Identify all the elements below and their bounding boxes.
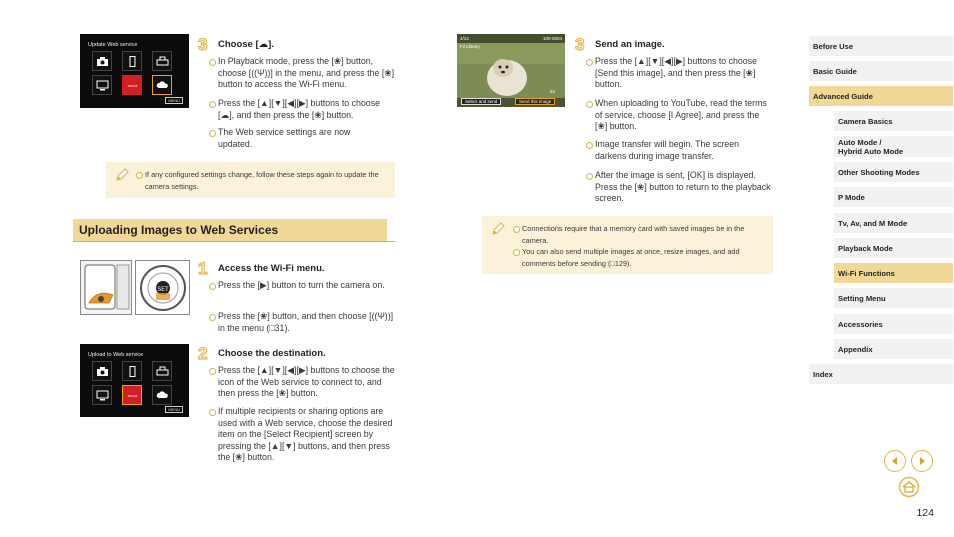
instruction-text: In Playback mode, press the [❀] button, choose [((Ψ))] in the menu, and press the [❀] button to access the Wi-Fi menu. bbox=[218, 56, 398, 91]
instruction-text: Press the [▶] button to turn the camera on. bbox=[218, 280, 398, 292]
note-text: You can also send multiple images at once, resize images, and add comments before sending (□129). bbox=[522, 246, 767, 269]
cloud-icon bbox=[152, 385, 172, 405]
sidebar-item-basic-guide[interactable]: Basic Guide bbox=[809, 61, 953, 81]
step-title: Access the Wi-Fi menu. bbox=[218, 263, 325, 274]
sidebar-item-playback-mode[interactable]: Playback Mode bbox=[834, 238, 953, 258]
camera-screen-upload bbox=[80, 344, 189, 417]
sidebar-item-auto-mode[interactable]: Auto Mode / Hybrid Auto Mode bbox=[834, 136, 953, 157]
image-size: S2 bbox=[549, 89, 555, 94]
instruction-text: The Web service settings are now updated. bbox=[218, 127, 378, 150]
note-box bbox=[106, 162, 395, 198]
section-heading bbox=[73, 219, 395, 241]
note-text: Connections require that a memory card with saved images be in the camera. bbox=[522, 223, 767, 246]
step-number: 3 bbox=[198, 35, 208, 54]
camera-icon bbox=[92, 51, 112, 71]
instruction-text: When uploading to YouTube, read the terms of service, choose [I Agree], and press the [❀] button. bbox=[595, 98, 770, 133]
step-title: Send an image. bbox=[595, 39, 665, 50]
step-number: 1 bbox=[198, 259, 208, 278]
step-title: Choose the destination. bbox=[218, 348, 326, 359]
step-title: Choose [☁]. bbox=[218, 39, 274, 50]
sidebar-item-accessories[interactable]: Accessories bbox=[834, 314, 953, 334]
menu-badge: MENU bbox=[165, 406, 183, 413]
instruction-text: After the image is sent, [OK] is displayed. Press the [❀] button to return to the playback screen. bbox=[595, 170, 775, 205]
camera-icon bbox=[92, 361, 112, 381]
select-and-send-button[interactable]: Select and send bbox=[461, 98, 501, 105]
home-button[interactable] bbox=[898, 476, 920, 498]
svg-text:IMAGE: IMAGE bbox=[127, 393, 137, 398]
sidebar-item-before-use[interactable]: Before Use bbox=[809, 36, 953, 56]
printer-icon bbox=[152, 361, 172, 381]
computer-icon bbox=[92, 75, 112, 95]
album-label: Fil Library bbox=[460, 44, 480, 49]
cloud-icon[interactable] bbox=[152, 75, 172, 95]
sidebar-item-advanced-guide[interactable]: Advanced Guide bbox=[809, 86, 953, 106]
playback-photo-screen bbox=[457, 34, 565, 107]
instruction-text: If multiple recipients or sharing options are used with a Web service, choose the desired item on the [Select Recipient] screen by pressing the [▲][▼] buttons, and then press the [❀] button. bbox=[218, 406, 398, 464]
pencil-icon bbox=[490, 221, 506, 237]
sidebar-item-other-shooting-modes[interactable]: Other Shooting Modes bbox=[834, 162, 953, 182]
section-title: Uploading Images to Web Services bbox=[79, 223, 279, 237]
instruction-text: Press the [▲][▼][◀][▶] buttons to choose [☁], and then press the [❀] button. bbox=[218, 98, 398, 121]
control-dial-illustration bbox=[135, 260, 190, 315]
sidebar-item-camera-basics[interactable]: Camera Basics bbox=[834, 111, 953, 131]
note-box bbox=[482, 216, 773, 274]
page-number: 124 bbox=[916, 507, 934, 519]
camera-power-illustration bbox=[80, 260, 132, 315]
sidebar-item-index[interactable]: Index bbox=[809, 364, 953, 384]
screen-title: Upload to Web service bbox=[88, 352, 144, 358]
instruction-text: Press the [❀] button, and then choose [((Ψ))] in the menu (□31). bbox=[218, 311, 398, 334]
smartphone-icon bbox=[122, 51, 142, 71]
smartphone-icon bbox=[122, 361, 142, 381]
sidebar-item-wifi-functions[interactable]: Wi-Fi Functions bbox=[834, 263, 953, 283]
sidebar-item-tv-av-m-mode[interactable]: Tv, Av, and M Mode bbox=[834, 213, 953, 233]
instruction-text: Press the [▲][▼][◀][▶] buttons to choose [Send this image], and then press the [❀] button. bbox=[595, 56, 778, 91]
file-number: 100-0004 bbox=[542, 36, 562, 41]
menu-badge: MENU bbox=[165, 97, 183, 104]
sidebar-item-p-mode[interactable]: P Mode bbox=[834, 187, 953, 207]
instruction-text: Image transfer will begin. The screen darkens during image transfer. bbox=[595, 139, 770, 162]
home-icon bbox=[898, 476, 920, 498]
sidebar-item-appendix[interactable]: Appendix bbox=[834, 339, 953, 359]
image-gateway-icon bbox=[122, 75, 142, 95]
next-page-button[interactable] bbox=[911, 450, 933, 472]
instruction-text: Press the [▲][▼][◀][▶] buttons to choose the icon of the Web service to connect to, and then press the [❀] button. bbox=[218, 365, 398, 400]
svg-text:SET: SET bbox=[157, 286, 169, 293]
printer-icon bbox=[152, 51, 172, 71]
pencil-icon bbox=[114, 167, 130, 183]
arrow-right-icon bbox=[917, 456, 927, 466]
arrow-left-icon bbox=[890, 456, 900, 466]
camera-screen-update bbox=[80, 34, 189, 108]
computer-icon bbox=[92, 385, 112, 405]
image-counter: 4/14 bbox=[460, 36, 469, 41]
send-this-image-button[interactable]: Send this image bbox=[515, 98, 555, 105]
note-text: If any configured settings change, follow these steps again to update the camera settings. bbox=[145, 169, 385, 192]
step-number: 2 bbox=[198, 344, 208, 363]
step-number: 3 bbox=[575, 35, 585, 54]
sidebar-item-setting-menu[interactable]: Setting Menu bbox=[834, 288, 953, 308]
image-gateway-icon[interactable] bbox=[122, 385, 142, 405]
screen-title: Update Web service bbox=[88, 42, 138, 48]
svg-text:IMAGE: IMAGE bbox=[127, 83, 137, 88]
previous-page-button[interactable] bbox=[884, 450, 906, 472]
